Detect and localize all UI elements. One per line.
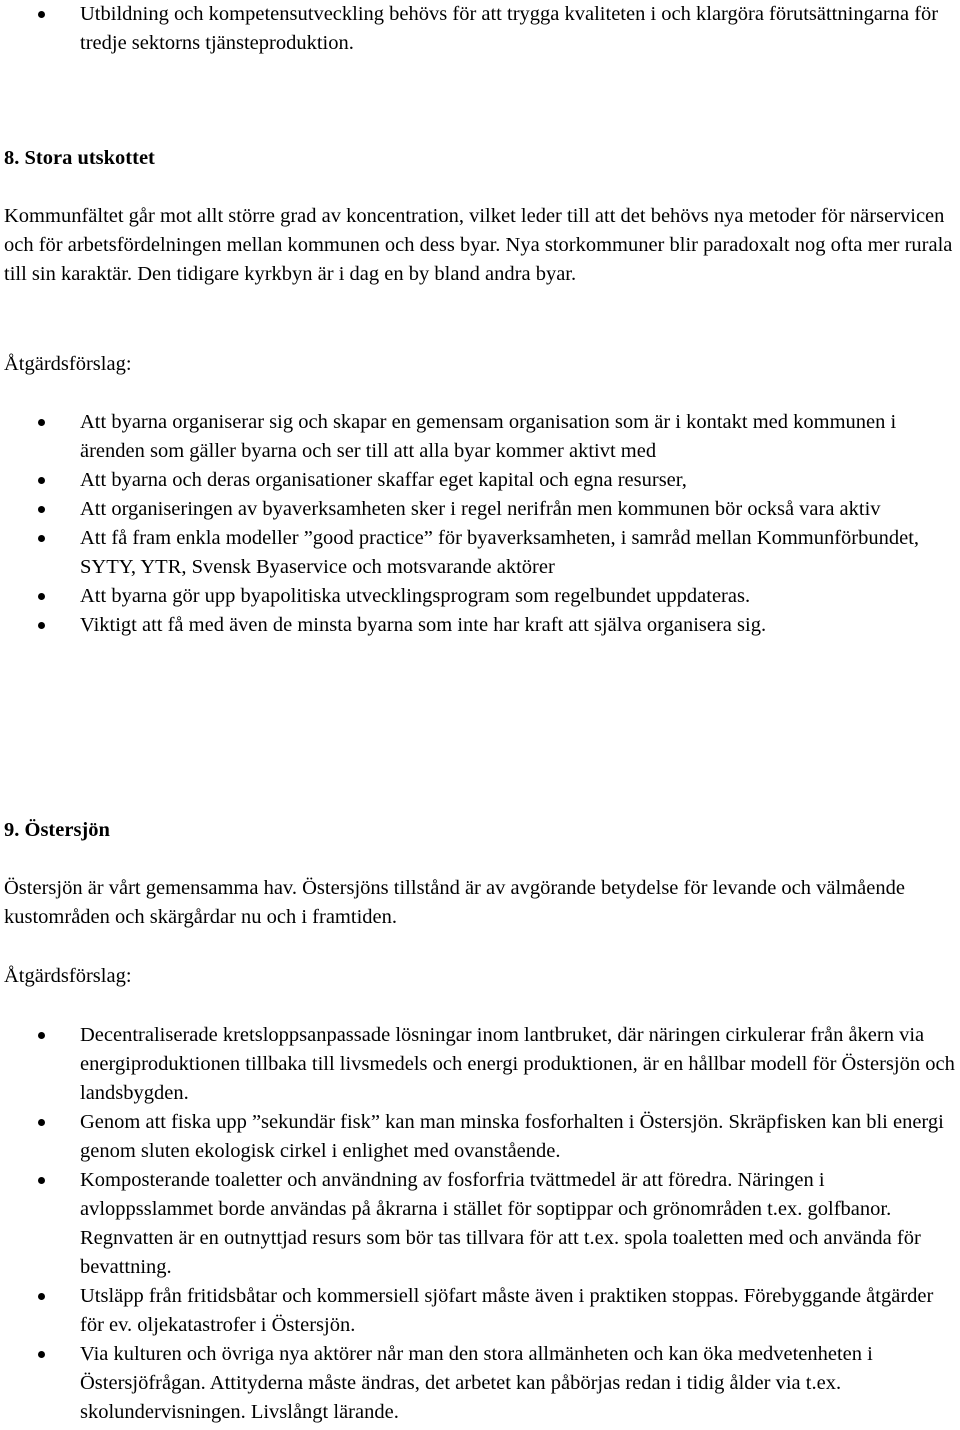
section-9-proposals-label: Åtgärdsförslag: xyxy=(4,965,132,987)
section-8-bullet-list xyxy=(0,408,960,640)
section-9-paragraph: Östersjön är vårt gemensamma hav. Östersjöns tillstånd är av avgörande betydelse för levande och välmående kustområden och skärgårdar nu och i framtiden. xyxy=(4,877,905,928)
list-item: Att få fram enkla modeller ”good practice” för byaverksamheten, i samråd mellan Kommunförbundet, SYTY, YTR, Svensk Byaservice och motsvarande aktörer xyxy=(0,524,960,582)
list-item: Komposterande toaletter och användning av fosforfria tvättmedel är att föredra. Näringen i avloppsslammet borde användas på åkrarna i stället för soptippar och grönområden t.ex. golfbanor. Regnvatten är en outnyttjad resurs som bör tas tillvara för att t.ex. spola toaletten med och använda för bevattning. xyxy=(0,1166,960,1282)
list-item: Utsläpp från fritidsbåtar och kommersiell sjöfart måste även i praktiken stoppas. Förebyggande åtgärder för ev. oljekatastrofer i Östersjön. xyxy=(0,1282,960,1340)
list-item: Att organiseringen av byaverksamheten sker i regel nerifrån men kommunen bör också vara aktiv xyxy=(0,495,960,524)
list-item: Viktigt att få med även de minsta byarna som inte har kraft att själva organisera sig. xyxy=(0,611,960,640)
list-item: Att byarna och deras organisationer skaffar eget kapital och egna resurser, xyxy=(0,466,960,495)
section-9-bullet-list xyxy=(0,1021,960,1427)
list-item: Via kulturen och övriga nya aktörer når man den stora allmänheten och kan öka medvetenheten i Östersjöfrågan. Attityderna måste ändras, det arbetet kan påbörjas redan i tidig ålder via t.ex. skolundervisningen. Livslångt lärande. xyxy=(0,1340,960,1427)
list-item: Att byarna gör upp byapolitiska utvecklingsprogram som regelbundet uppdateras. xyxy=(0,582,960,611)
top-bullet-list xyxy=(0,0,960,58)
list-item: Att byarna organiserar sig och skapar en gemensam organisation som är i kontakt med kommunen i ärenden som gäller byarna och ser till att alla byar kommer aktivt med xyxy=(0,408,960,466)
section-8-proposals-label: Åtgärdsförslag: xyxy=(4,353,132,375)
list-item: Utbildning och kompetensutveckling behövs för att trygga kvaliteten i och klargöra förutsättningarna för tredje sektorns tjänsteproduktion. xyxy=(0,0,960,58)
section-8-heading: 8. Stora utskottet xyxy=(4,147,155,169)
section-9-heading: 9. Östersjön xyxy=(4,819,110,841)
list-item: Decentraliserade kretsloppsanpassade lösningar inom lantbruket, där näringen cirkulerar från åkern via energiproduktionen tillbaka till livsmedels och energi produktionen, är en hållbar modell för Östersjön och landsbygden. xyxy=(0,1021,960,1108)
section-8-paragraph: Kommunfältet går mot allt större grad av koncentration, vilket leder till att det behövs nya metoder för närservicen och för arbetsfördelningen mellan kommunen och dess byar. Nya storkommuner blir paradoxalt nog ofta mer rurala till sin karaktär. Den tidigare kyrkbyn är i dag en by bland andra byar. xyxy=(4,205,953,285)
list-item: Genom att fiska upp ”sekundär fisk” kan man minska fosforhalten i Östersjön. Skräpfisken kan bli energi genom sluten ekologisk cirkel i enlighet med ovanstående. xyxy=(0,1108,960,1166)
